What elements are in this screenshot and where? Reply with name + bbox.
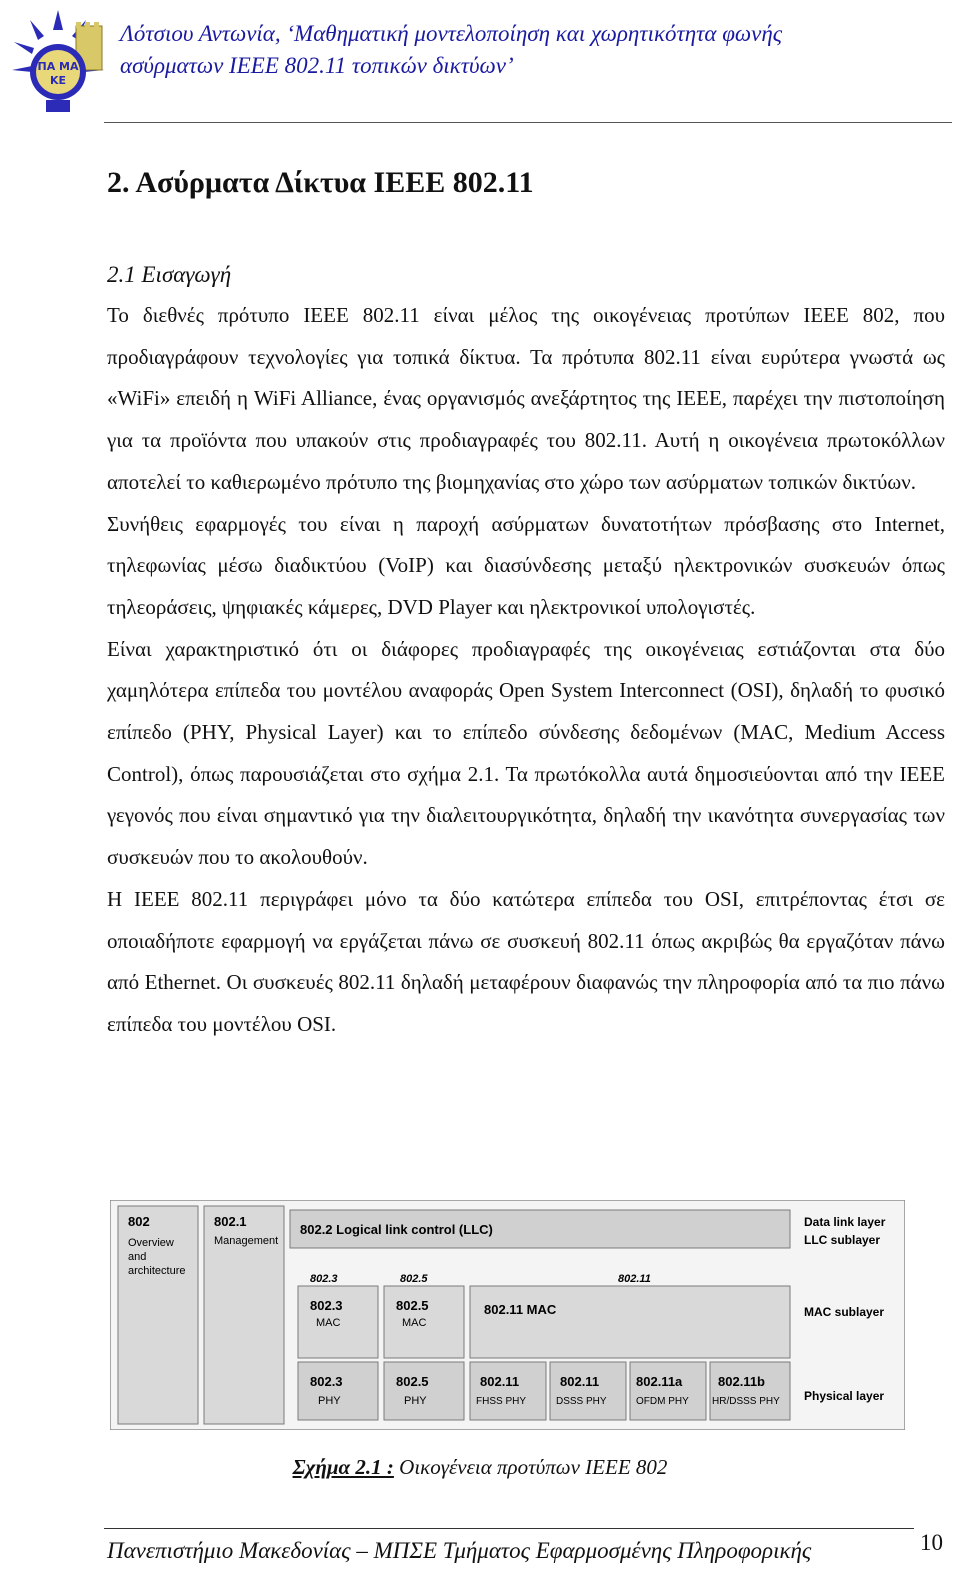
physical-layer-label: Physical layer (804, 1389, 885, 1403)
mac-80211-label: 802.11 (618, 1273, 651, 1285)
paragraph: Η IEEE 802.11 περιγράφει μόνο τα δύο κατώτερα επίπεδα του OSI, επιτρέποντας έτσι σε οποιαδήποτε εφαρμογή να εργάζεται πάνω σε συσκευή 802.11 όπως ακριβώς θα εργαζόταν πάνω από Ethernet. Οι συσκευές 802.11 δηλαδή μεταφέρουν διαφανώς την πληροφορία από τα πιο πάνω επίπεδα του μοντέλου OSI. (107, 886, 945, 1036)
university-logo (8, 8, 108, 116)
body-text (107, 295, 945, 1046)
paragraph: Είναι χαρακτηριστικό ότι οι διάφορες προδιαγραφές της οικογένειας εστιάζονται στα δύο χαμηλότερα επίπεδα του μοντέλου αναφοράς Open System Interconnect (OSI), δηλαδή το φυσικό επίπεδο (PHY, Physical Layer) και το επίπεδο σύνδεσης δεδομένων (MAC, Medium Access Control), όπως παρουσιάζεται στο σχήμα 2.1. Τα πρωτόκολλα αυτά δημοσιεύονται από την IEEE γεγονός που είναι σημαντικό για την διαλειτουργικότητα, δηλαδή την ικανότητα συνεργασίας των συσκευών που το ακολουθούν. (107, 636, 945, 870)
mac-8023-sub: MAC (316, 1317, 341, 1329)
box-8021-line: Management (214, 1235, 279, 1247)
header-line-2: ασύρματων IEEE 802.11 τοπικών δικτύων’ (120, 53, 514, 78)
phy-sub: HR/DSSS PHY (712, 1396, 780, 1407)
phy-label: 802.11a (636, 1374, 683, 1389)
phy-sub: DSSS PHY (556, 1396, 607, 1407)
box-802-title: 802 (128, 1214, 150, 1229)
chapter-title: 2. Ασύρματα Δίκτυα IEEE 802.11 (107, 166, 534, 199)
footer-text: Πανεπιστήμιο Μακεδονίας – ΜΠΣΕ Τμήματος Εφαρμοσμένης Πληροφορικής (107, 1538, 812, 1563)
phy-sub: FHSS PHY (476, 1396, 527, 1407)
mac-80211-box: 802.11 MAC (484, 1302, 557, 1317)
data-link-layer-label: Data link layer (804, 1215, 886, 1229)
paragraph: Το διεθνές πρότυπο IEEE 802.11 είναι μέλος της οικογένειας προτύπων IEEE 802, που προδιαγράφουν τεχνολογίες για τοπικά δίκτυα. Τα πρότυπα 802.11 είναι ευρύτερα γνωστά ως «WiFi» επειδή η WiFi Alliance, ένας οργανισμός ανεξάρτητος της IEEE, παρέχει την πιστοποίηση για τα προϊόντα που υπακούν στις προδιαγραφές του 802.11. Αυτή η οικογένεια πρωτοκόλλων αποτελεί το καθιερωμένο πρότυπο της βιομηχανίας στο χώρο των ασύρματων τοπικών δικτύων. (107, 303, 945, 494)
footer-divider (104, 1528, 914, 1529)
caption-text: Οικογένεια προτύπων IEEE 802 (393, 1455, 668, 1479)
phy-sub: PHY (404, 1395, 427, 1407)
phy-label: 802.3 (310, 1374, 343, 1389)
phy-label: 802.11 (560, 1374, 600, 1389)
mac-sublayer-label: MAC sublayer (804, 1305, 885, 1319)
mac-8025-title: 802.5 (396, 1298, 429, 1313)
caption-label: Σχήμα 2.1 : (292, 1455, 394, 1479)
section-title: 2.1 Εισαγωγή (107, 262, 232, 287)
box-802-line: and (128, 1251, 147, 1263)
page-number: 10 (920, 1530, 943, 1555)
mac-8023-label: 802.3 (310, 1273, 338, 1285)
phy-label: 802.11 (480, 1374, 520, 1389)
ieee-802-diagram (110, 1200, 905, 1430)
phy-label: 802.11b (718, 1374, 765, 1389)
header-divider (104, 122, 952, 123)
phy-sub: OFDM PHY (636, 1396, 689, 1407)
phy-label: 802.5 (396, 1374, 429, 1389)
svg-text:ΚΕ: ΚΕ (49, 74, 67, 87)
box-8021-title: 802.1 (214, 1214, 247, 1229)
document-header (120, 18, 940, 82)
box-802-line: Overview (128, 1237, 174, 1249)
mac-8023-title: 802.3 (310, 1298, 343, 1313)
llc-sublayer-label: LLC sublayer (804, 1233, 881, 1247)
phy-sub: PHY (318, 1395, 341, 1407)
paragraph: Συνήθεις εφαρμογές του είναι η παροχή ασύρματων δυνατοτήτων πρόσβασης στο Internet, τηλεφωνίας μέσω διαδικτύου (VoIP) και διασύνδεσης μεταξύ ηλεκτρονικών συσκευών όπως τηλεοράσεις, ψηφιακές κάμερες, DVD Player και ηλεκτρονικοί υπολογιστές. (107, 511, 945, 619)
box-802-line: architecture (128, 1265, 186, 1277)
mac-8025-label: 802.5 (400, 1273, 428, 1285)
llc-label: 802.2 Logical link control (LLC) (300, 1222, 493, 1237)
mac-8025-sub: MAC (402, 1317, 427, 1329)
header-line-1: Λότσιου Αντωνία, ‘Μαθηματική μοντελοποίηση και χωρητικότητα φωνής (120, 21, 783, 46)
figure-caption (0, 1455, 960, 1480)
svg-text:ΠΑ ΜΑ: ΠΑ ΜΑ (37, 60, 79, 73)
